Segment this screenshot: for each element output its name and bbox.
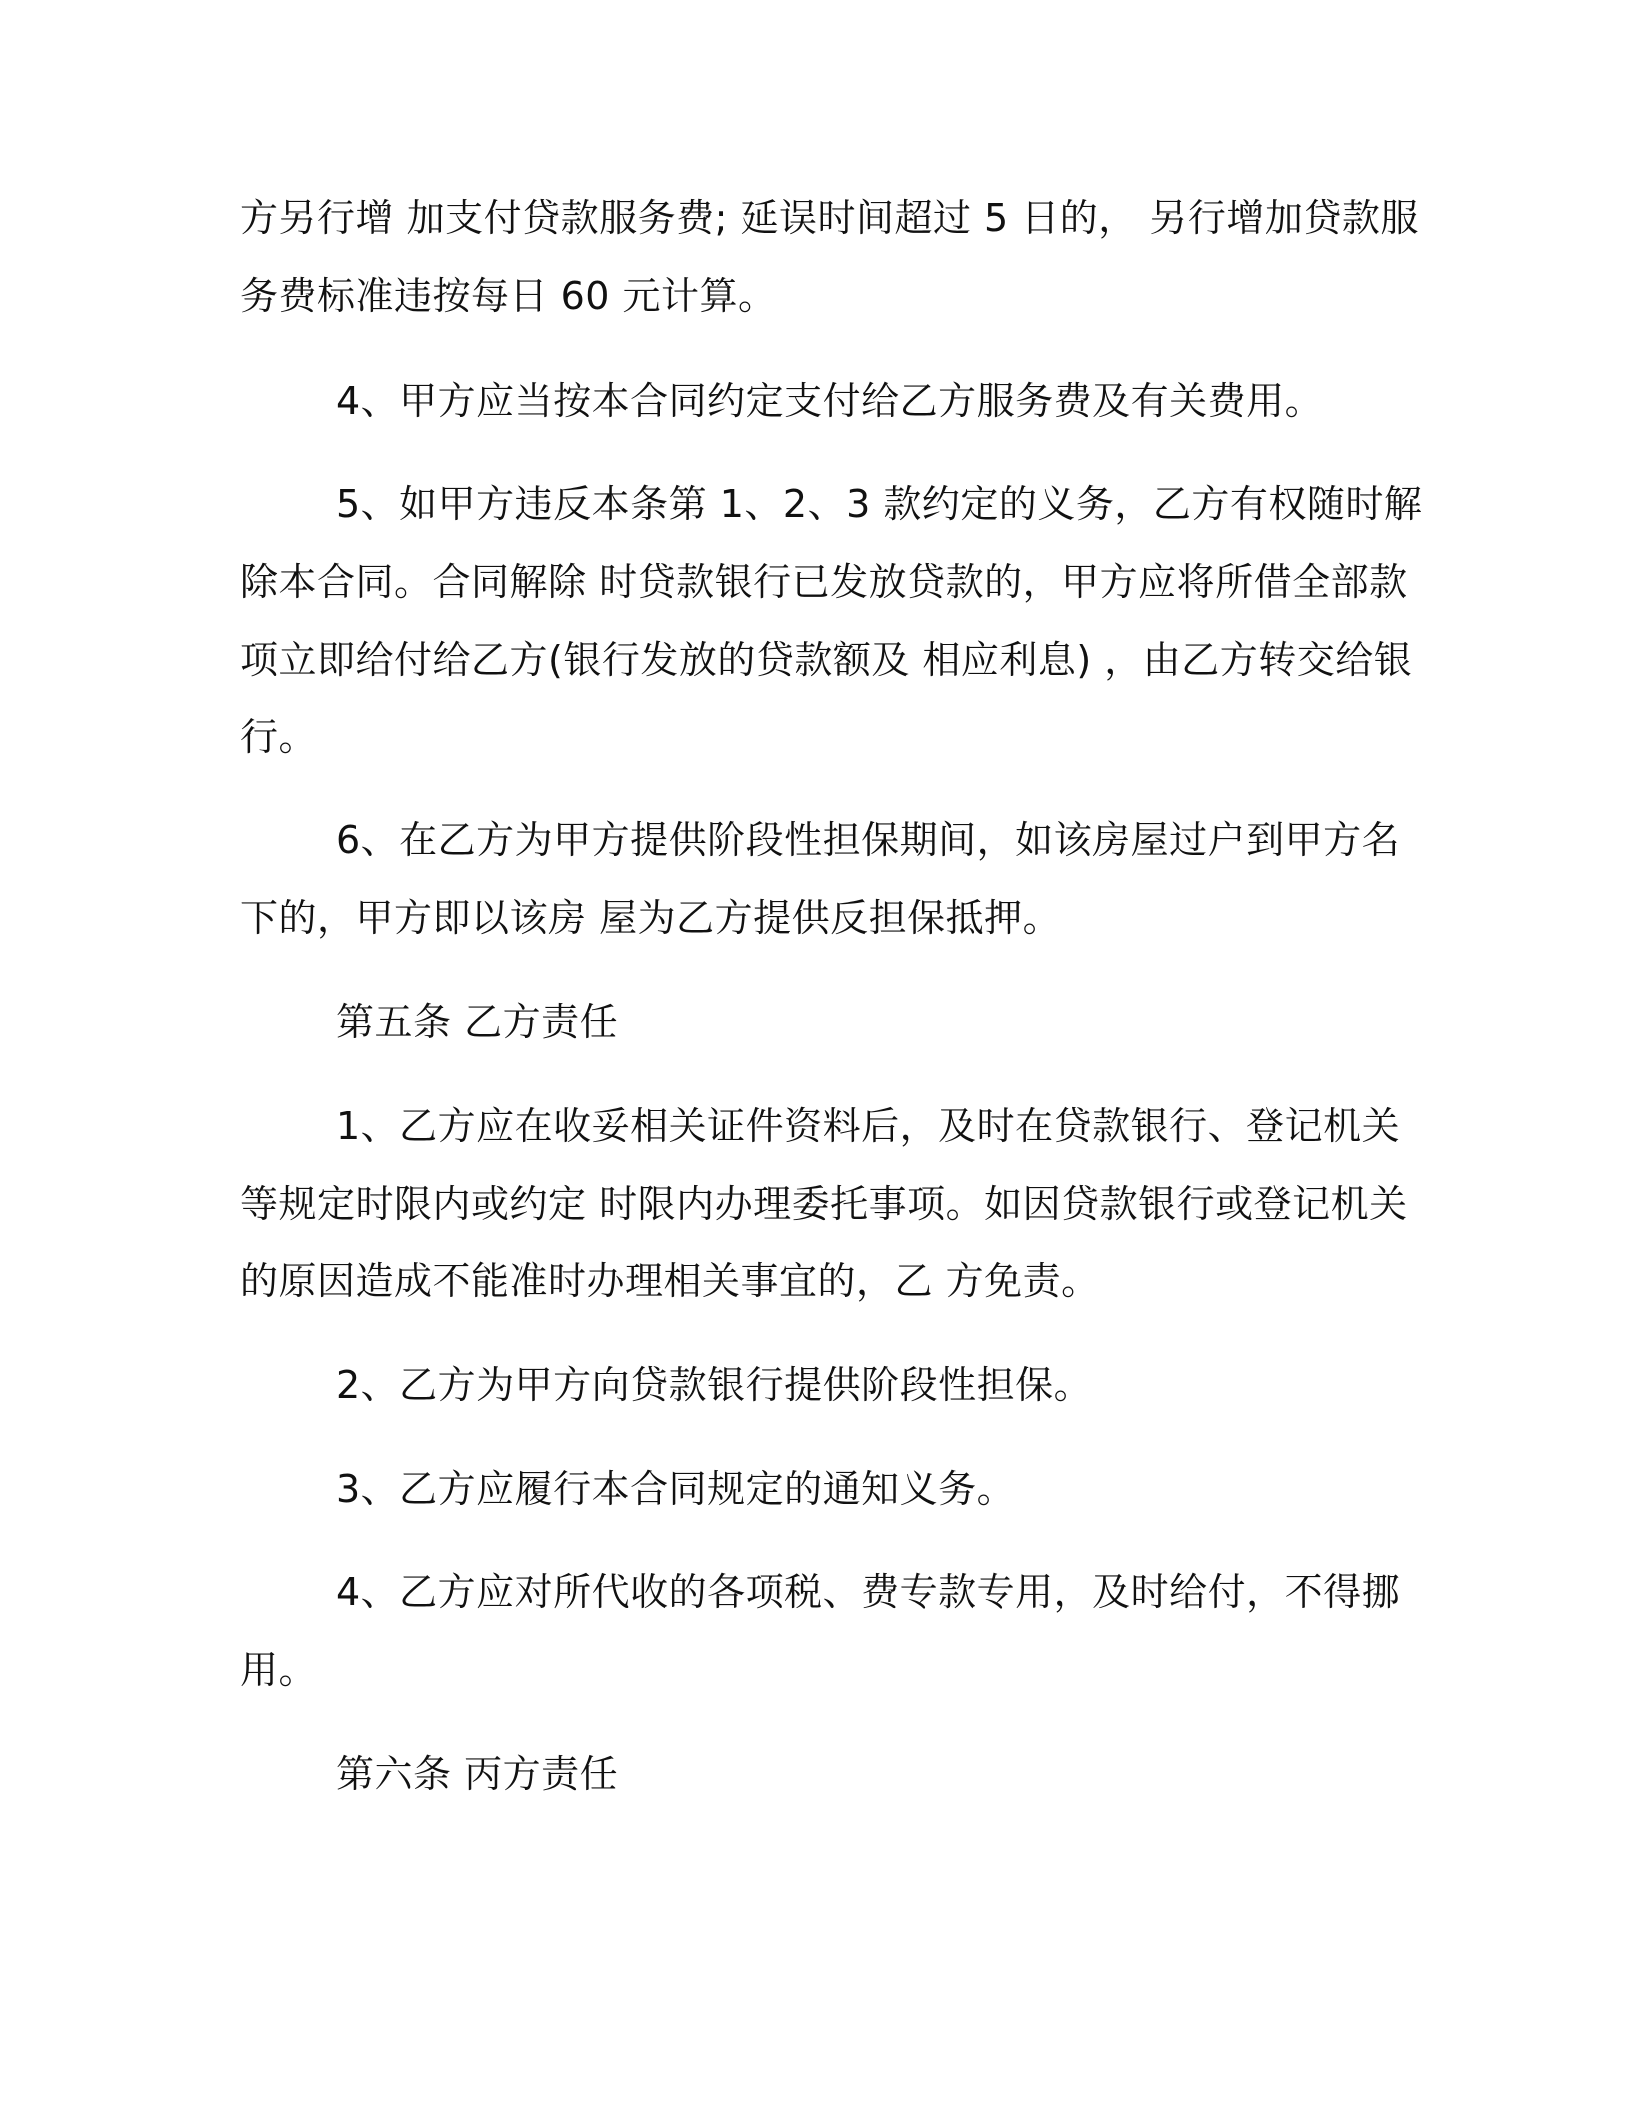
section-5-clause-1-line-2: 等规定时限内或约定 时限内办理委托事项。如因贷款银行或登记机关 [240,1182,1408,1226]
text-line-2: 务费标准违按每日 60 元计算。 [240,274,777,318]
section-5-clause-2: 2、乙方为甲方向贷款银行提供阶段性担保。 [336,1363,1093,1407]
clause-6-line-1: 6、在乙方为甲方提供阶段性担保期间，如该房屋过户到甲方名 [336,818,1401,862]
clause-6-line-2: 下的，甲方即以该房 屋为乙方提供反担保抵押。 [240,896,1062,940]
text-line-1: 方另行增 加支付贷款服务费; 延误时间超过 5 日的， 另行增加贷款服 [240,196,1419,240]
clause-5-line-2: 除本合同。合同解除 时贷款银行已发放贷款的，甲方应将所借全部款 [240,560,1408,604]
section-5-clause-1-line-3: 的原因造成不能准时办理相关事宜的，乙 方免责。 [240,1259,1100,1303]
section-5-clause-4-line-2: 用。 [240,1648,318,1692]
clause-4-line-1: 4、甲方应当按本合同约定支付给乙方服务费及有关费用。 [336,379,1324,423]
section-5-clause-3: 3、乙方应履行本合同规定的通知义务。 [336,1467,1016,1511]
clause-5-line-1: 5、如甲方违反本条第 1、2、3 款约定的义务，乙方有权随时解 [336,482,1423,526]
clause-5-line-3: 项立即给付给乙方(银行发放的贷款额及 相应利息) ，由乙方转交给银 [240,638,1413,682]
section-6-heading: 第六条 丙方责任 [336,1752,619,1796]
section-5-heading: 第五条 乙方责任 [336,1000,619,1044]
clause-5-line-4: 行。 [240,715,318,759]
section-5-clause-1-line-1: 1、乙方应在收妥相关证件资料后，及时在贷款银行、登记机关 [336,1104,1401,1148]
section-5-clause-4-line-1: 4、乙方应对所代收的各项税、费专款专用，及时给付，不得挪 [336,1570,1401,1614]
